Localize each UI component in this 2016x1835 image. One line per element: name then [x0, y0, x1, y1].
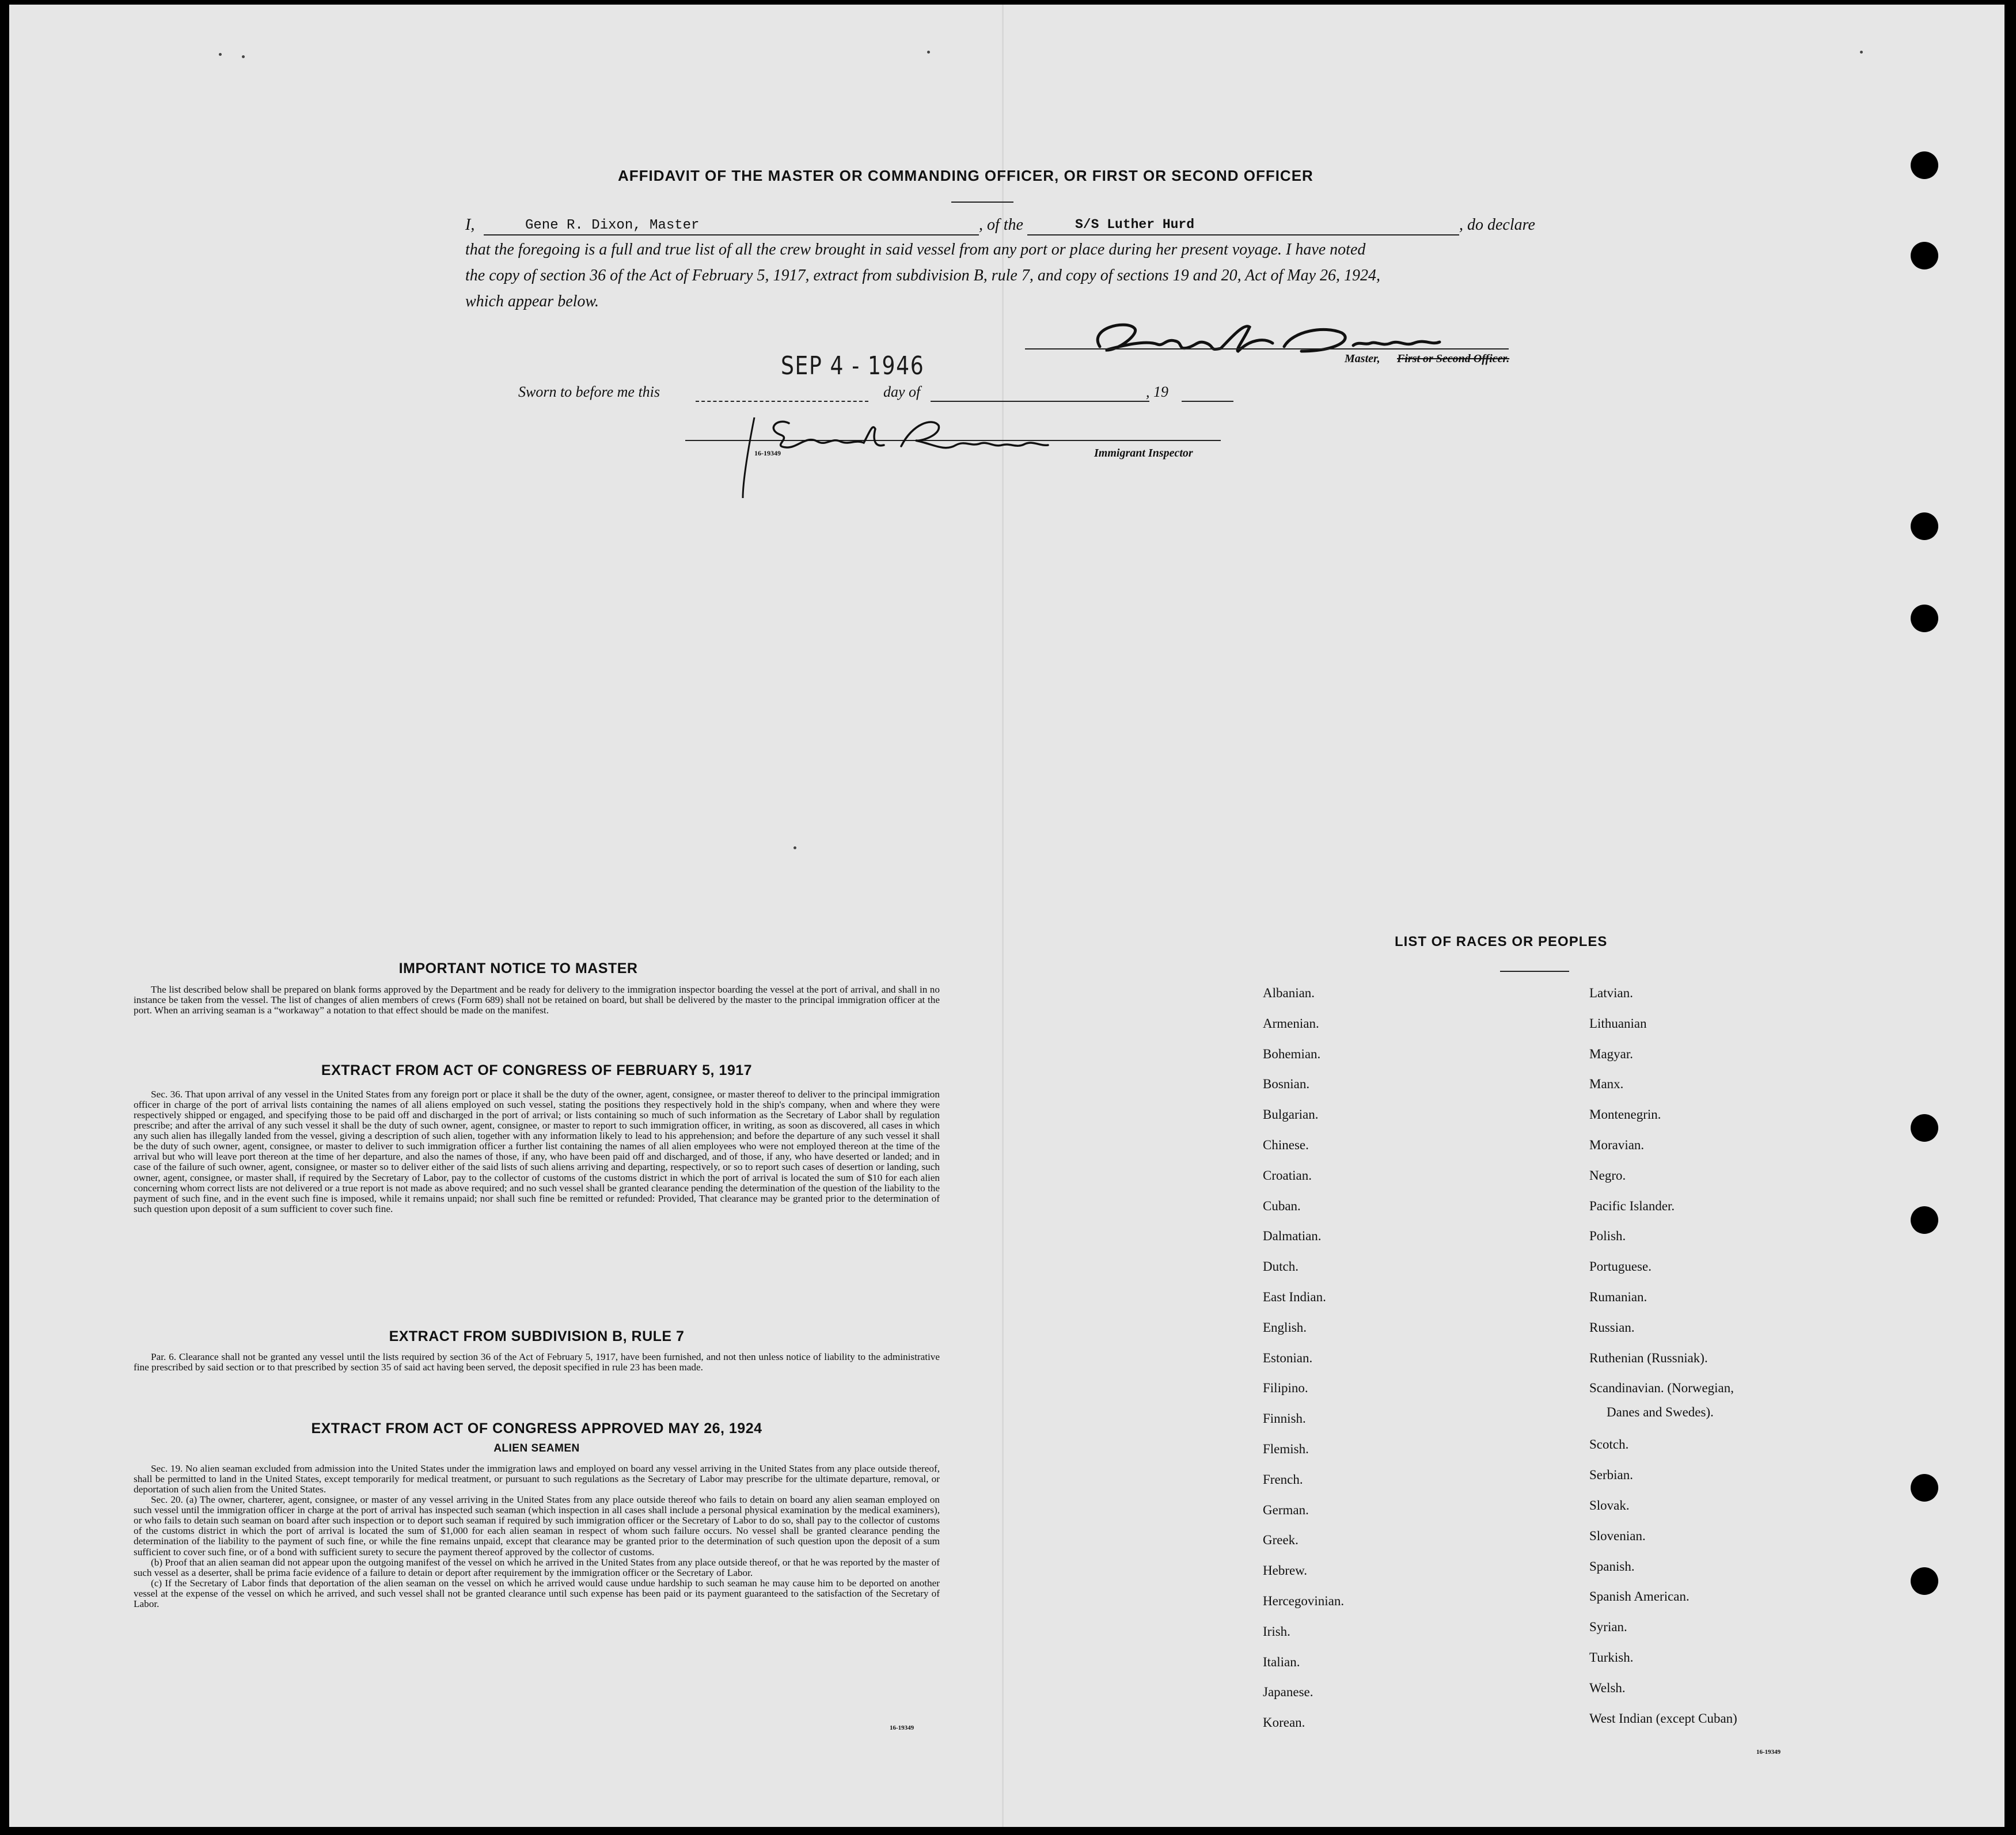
extract-form-code: 16-19349	[890, 1724, 914, 1731]
race-item: Slovenian.	[1589, 1528, 1646, 1543]
signature-caption-master: Master,	[1345, 352, 1380, 365]
scan-speck	[794, 846, 796, 849]
affidavit-line-4: which appear below.	[465, 292, 599, 310]
race-item: Filipino.	[1263, 1381, 1308, 1396]
race-item: Dalmatian.	[1263, 1229, 1322, 1244]
alien-seamen-subtitle: ALIEN SEAMEN	[493, 1442, 580, 1454]
binder-hole	[1911, 605, 1938, 632]
race-item: Polish.	[1589, 1229, 1626, 1244]
race-scandinavian-continued: Danes and Swedes).	[1607, 1405, 1714, 1419]
master-name-typed: Gene R. Dixon, Master	[525, 218, 700, 233]
race-item: Bohemian.	[1263, 1046, 1321, 1061]
inspector-caption: Immigrant Inspector	[1094, 447, 1193, 459]
race-item: Korean.	[1263, 1715, 1305, 1730]
section-20a-paragraph: Sec. 20. (a) The owner, charterer, agent, consignee, or master of any vessel arriving in the United States from any place outside thereof who fails to detain on board any alien seaman employed on such vessel until the immigration officer in charge at the port of arrival has inspected such seaman (which inspection in all cases shall include a personal physical examination by the medical examiners), or who fails to detain such seaman on board after such inspection or to deport such seaman if required by such immigration officer or the Secretary of Labor to do so, shall pay to the collector of customs of the customs district in which the port of arrival is located the sum of $1,000 for each alien seaman in respect of whom such failure occurs. No vessel shall be granted clearance pending the determination of the liability to the payment of such fine, or while the fine remains unpaid, except that clearance may be granted prior to the determination of such question upon the deposit of a sum sufficient to cover such fine, or of a bond with sufficient surety to secure the payment thereof approved by the collector of customs.	[134, 1494, 940, 1557]
races-title: LIST OF RACES OR PEOPLES	[1395, 934, 1608, 949]
race-item: Bulgarian.	[1263, 1107, 1319, 1122]
race-item: Japanese.	[1263, 1685, 1313, 1700]
affidavit-line-2: that the foregoing is a full and true list of all the crew brought in said vessel from any port or place during her present voyage. I have noted	[465, 241, 1366, 259]
race-item: French.	[1263, 1472, 1303, 1487]
extract-1924-title: EXTRACT FROM ACT OF CONGRESS APPROVED MAY 26, 1924	[311, 1420, 762, 1437]
inspector-signature	[685, 412, 1238, 515]
race-item: Magyar.	[1589, 1046, 1634, 1061]
race-item: Armenian.	[1263, 1016, 1319, 1031]
race-item: Italian.	[1263, 1654, 1300, 1669]
scan-border-left	[0, 0, 9, 1835]
line1-of-the: , of the	[979, 216, 1023, 234]
binder-hole	[1911, 1474, 1938, 1502]
sworn-year: , 19	[1146, 383, 1168, 400]
master-name-line	[484, 234, 979, 235]
line1-suffix: , do declare	[1459, 216, 1535, 234]
races-form-code: 16-19349	[1756, 1749, 1781, 1756]
notice-title: IMPORTANT NOTICE TO MASTER	[398, 960, 638, 977]
race-item: Latvian.	[1589, 986, 1633, 1000]
notice-text	[134, 985, 940, 1016]
binder-hole	[1911, 242, 1938, 269]
race-item: West Indian (except Cuban)	[1589, 1711, 1737, 1726]
race-item: Slovak.	[1589, 1498, 1630, 1513]
scan-border-bottom	[0, 1827, 2016, 1835]
race-item: Moravian.	[1589, 1138, 1645, 1152]
race-item: Finnish.	[1263, 1411, 1306, 1426]
section-20c-paragraph: (c) If the Secretary of Labor finds that deportation of the alien seaman on the vessel on which he arrived would cause undue hardship to such seaman he may cause him to be deported on another vessel at the expense of the vessel on which he arrived, and such vessel shall not be granted clearance until such expense has been paid or its payment guaranteed to the satisfaction of the Secretary of Labor.	[134, 1577, 940, 1609]
affidavit-title: AFFIDAVIT OF THE MASTER OR COMMANDING OFFICER, OR FIRST OR SECOND OFFICER	[618, 167, 1313, 184]
race-item: Montenegrin.	[1589, 1107, 1661, 1122]
vessel-line	[1027, 234, 1459, 235]
subdivision-b-text	[134, 1352, 940, 1373]
race-item: Chinese.	[1263, 1138, 1309, 1152]
scan-border-right	[2004, 0, 2016, 1835]
race-item: Rumanian.	[1589, 1290, 1647, 1304]
section-19-paragraph: Sec. 19. No alien seaman excluded from admission into the United States under the immigration laws and employed on board any vessel arriving in the United States from any place outside thereof, shall be permitted to land in the United States, except temporarily for medical treatment, or pursuant to such regulations as the Secretary of Labor may prescribe for the ultimate departure, removal, or deportation of such alien from the United States.	[134, 1463, 940, 1495]
scan-border-top	[0, 0, 2016, 5]
race-item: Russian.	[1589, 1320, 1635, 1335]
line1-prefix: I,	[465, 216, 475, 234]
sworn-date-line	[696, 401, 868, 402]
section-36-paragraph: Sec. 36. That upon arrival of any vessel in the United States from any foreign port or place it shall be the duty of the owner, agent, consignee, or master thereof to deliver to the principal immigration officer in charge of the port of arrival lists containing the names of all aliens employed on such vessel, stating the positions they respectively hold in the ship's company, when and where they were respectively shipped or engaged, and specifying those to be paid off and discharged in the port of arrival; or lists containing so much of such information as the Secretary of Labor shall by regulation prescribe; and after the arrival of any such vessel it shall be the duty of such owner, agent, consignee, or master to report to such immigration officer, in writing, as soon as discovered, all cases in which any such alien has illegally landed from the vessel, giving a description of such alien, together with any information likely to lead to his apprehension; and before the departure of any such vessel it shall be the duty of such owner, agent, consignee, or master to deliver to such immigration officer a further list containing the names of all alien employees who were not employed thereon at the time of the arrival but who will leave port thereon at the time of her departure, and also the names of those, if any, who have been paid off and discharged, and of those, if any, who have deserted or landed; and in case of the failure of such owner, agent, consignee, or master so to deliver either of the said lists of such aliens arriving and departing, respectively, or so to report such cases of desertion or landing, such owner, agent, consignee, or master shall, if required by the Secretary of Labor, pay to the collector of customs of the customs district in which the port of arrival is located the sum of $10 for each alien concerning whom correct lists are not delivered or a true report is not made as above required; and no such vessel shall be granted clearance pending the determination of the question of the liability to the payment of such fine, and in the event such fine is imposed, while it remains unpaid; nor shall such fine be remitted or refunded: Provided, That clearance may be granted prior to the determination of such question upon deposit of a sum sufficient to cover such fine.	[134, 1089, 940, 1214]
sworn-year-line	[1182, 401, 1233, 402]
race-item: Serbian.	[1589, 1468, 1634, 1483]
race-item: Portuguese.	[1589, 1259, 1651, 1274]
binder-hole	[1911, 1567, 1938, 1595]
race-item: Estonian.	[1263, 1350, 1313, 1365]
race-item: Scotch.	[1589, 1437, 1629, 1452]
scan-speck	[927, 51, 930, 54]
race-item: Negro.	[1589, 1168, 1626, 1183]
scan-speck	[1860, 51, 1863, 54]
race-item: Welsh.	[1589, 1680, 1626, 1695]
race-item: Syrian.	[1589, 1620, 1627, 1635]
race-item: East Indian.	[1263, 1290, 1326, 1304]
race-item: Lithuanian	[1589, 1016, 1647, 1031]
races-title-underline	[1500, 971, 1569, 972]
scan-speck	[242, 55, 245, 58]
extract-1917-title: EXTRACT FROM ACT OF CONGRESS OF FEBRUARY 5, 1917	[321, 1062, 753, 1078]
title-underline	[951, 202, 1013, 203]
binder-hole	[1911, 512, 1938, 540]
race-item: Dutch.	[1263, 1259, 1299, 1274]
binder-hole	[1911, 151, 1938, 179]
sworn-month-line	[931, 401, 1149, 402]
race-item: Hebrew.	[1263, 1563, 1308, 1578]
sworn-prefix: Sworn to before me this	[518, 383, 660, 400]
extract-1917-text	[134, 1089, 940, 1214]
sworn-day-of: day of	[883, 383, 921, 400]
race-item: Turkish.	[1589, 1650, 1634, 1665]
subdivision-b-title: EXTRACT FROM SUBDIVISION B, RULE 7	[389, 1328, 685, 1344]
race-item: English.	[1263, 1320, 1307, 1335]
section-20b-paragraph: (b) Proof that an alien seaman did not appear upon the outgoing manifest of the vessel on which he arrived in the United States from any place outside thereof, or that he was reported by the master of such vessel as a deserter, shall be prima facie evidence of a failure to detain or deport after requirement by the immigration officer or the Secretary of Labor.	[134, 1556, 940, 1578]
race-item: Flemish.	[1263, 1442, 1309, 1456]
extract-1924-text	[134, 1464, 940, 1609]
race-item: Spanish.	[1589, 1559, 1635, 1574]
race-item: Croatian.	[1263, 1168, 1312, 1183]
signature-caption-struck: First or Second Officer.	[1397, 352, 1510, 365]
race-item: Cuban.	[1263, 1198, 1301, 1213]
date-stamp: SEP 4 - 1946	[781, 351, 925, 381]
binder-hole	[1911, 1114, 1938, 1142]
race-item: German.	[1263, 1502, 1309, 1517]
race-item: Irish.	[1263, 1624, 1290, 1639]
race-item: Greek.	[1263, 1533, 1299, 1548]
race-item: Manx.	[1589, 1077, 1624, 1092]
paragraph-6: Par. 6. Clearance shall not be granted any vessel until the lists required by section 36 of the Act of February 5, 1917, have been furnished, and not then unless notice of liability to the administrative fine prescribed by said section or to that prescribed by section 35 of said act having been served, the deposit specified in rule 23 has been made.	[134, 1351, 940, 1373]
binder-hole	[1911, 1206, 1938, 1234]
race-item: Scandinavian. (Norwegian,	[1589, 1381, 1734, 1396]
affidavit-line-3: the copy of section 36 of the Act of February 5, 1917, extract from subdivision B, rule 7, and copy of sections 19 and 20, Act of May 26, 1924,	[465, 267, 1381, 284]
race-item: Bosnian.	[1263, 1077, 1310, 1092]
vessel-name-typed: S/S Luther Hurd	[1075, 217, 1195, 232]
scan-speck	[219, 53, 222, 56]
race-item: Albanian.	[1263, 986, 1315, 1000]
race-item: Ruthenian (Russniak).	[1589, 1350, 1708, 1365]
race-item: Spanish American.	[1589, 1589, 1690, 1604]
race-item: Pacific Islander.	[1589, 1198, 1675, 1213]
notice-paragraph: The list described below shall be prepared on blank forms approved by the Department and be ready for delivery to the immigration inspector boarding the vessel at the port of arrival, and shall in no instance be taken from the vessel. The list of changes of alien members of crews (Form 689) shall not be retained on board, but shall be delivered by the master to the principal immigration officer at the port. When an arriving seaman is a “workaway” a notation to that effect should be made on the manifest.	[134, 984, 940, 1016]
race-item: Hercegovinian.	[1263, 1594, 1345, 1608]
affidavit-form-code: 16-19349	[754, 449, 781, 457]
